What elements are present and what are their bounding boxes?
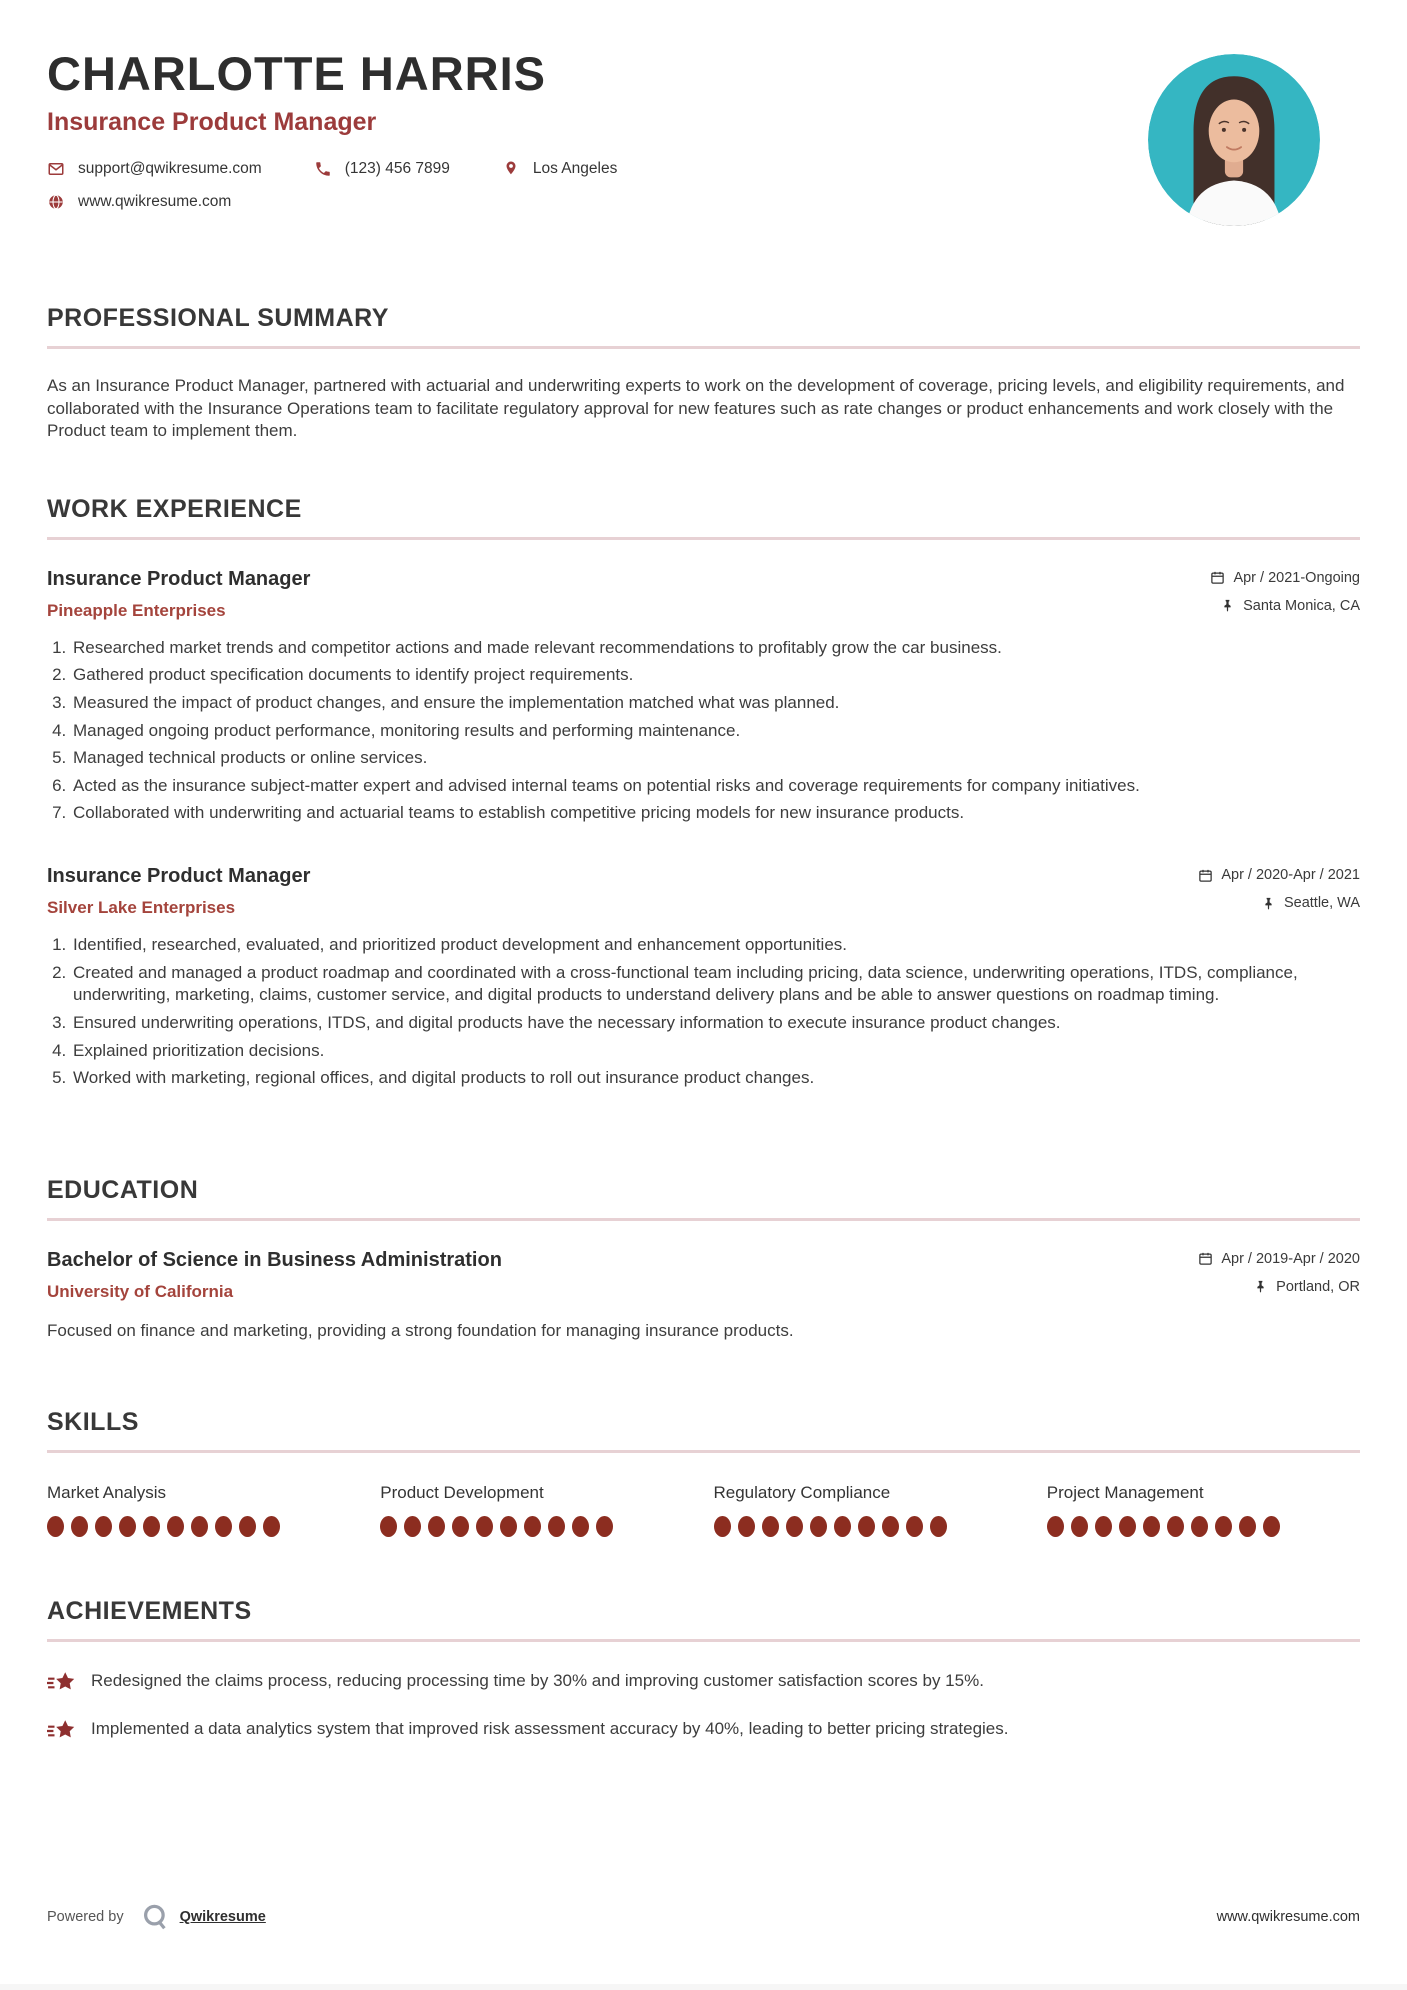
- contact-location-text: Los Angeles: [532, 160, 618, 177]
- calendar-icon: [1198, 1251, 1213, 1266]
- education-meta: [1198, 1249, 1360, 1295]
- calendar-icon: [1210, 570, 1225, 585]
- summary-heading: PROFESSIONAL SUMMARY: [47, 304, 389, 332]
- job-bullet: 3. Measured the impact of product changes, and ensure the implementation matched what was planned.: [71, 692, 1360, 715]
- achievements-list: [47, 1670, 1360, 1746]
- skills-grid: [47, 1483, 1360, 1537]
- rating-dot: [930, 1516, 947, 1537]
- job-date: Apr / 2020-Apr / 2021: [1221, 867, 1360, 884]
- rating-dot: [500, 1516, 517, 1537]
- achievements-heading: ACHIEVEMENTS: [47, 1597, 252, 1626]
- footer: [47, 1902, 1360, 1932]
- rating-dot: [95, 1516, 112, 1537]
- rating-dot: [1239, 1516, 1256, 1537]
- rating-dot: [476, 1516, 493, 1537]
- skill-rating-dots: [380, 1516, 693, 1537]
- rating-dot: [524, 1516, 541, 1537]
- footer-powered-by: [47, 1902, 266, 1932]
- skill-item: [714, 1483, 1027, 1537]
- section-divider: [47, 1639, 1360, 1642]
- rating-dot: [810, 1516, 827, 1537]
- skill-name: Project Management: [1046, 1483, 1204, 1503]
- contact-phone: [314, 160, 450, 178]
- location-pin-icon: [502, 160, 520, 178]
- section-achievements: [47, 1597, 1360, 1746]
- job-entry: [47, 865, 1360, 1090]
- rating-dot: [119, 1516, 136, 1537]
- section-divider: [47, 1218, 1360, 1221]
- candidate-name: CHARLOTTE HARRIS: [47, 47, 547, 100]
- rating-dot: [1167, 1516, 1184, 1537]
- rating-dot: [452, 1516, 469, 1537]
- shooting-star-icon: [47, 1668, 77, 1698]
- email-icon: [47, 160, 65, 178]
- section-divider: [47, 1450, 1360, 1453]
- rating-dot: [548, 1516, 565, 1537]
- globe-icon: [47, 193, 65, 211]
- avatar: [1148, 54, 1320, 226]
- powered-by-text: Powered by: [47, 1909, 124, 1925]
- achievement-item: [47, 1718, 1360, 1746]
- skill-rating-dots: [47, 1516, 360, 1537]
- job-bullet-list: [71, 637, 1360, 825]
- skill-name: Market Analysis: [47, 1483, 167, 1503]
- education-heading: EDUCATION: [47, 1175, 199, 1204]
- rating-dot: [1191, 1516, 1208, 1537]
- skill-item: [1047, 1483, 1360, 1537]
- education-school: University of California: [47, 1281, 234, 1301]
- section-professional-summary: [47, 304, 1360, 443]
- rating-dot: [428, 1516, 445, 1537]
- education-location: Portland, OR: [1276, 1278, 1360, 1295]
- phone-icon: [314, 160, 332, 178]
- rating-dot: [858, 1516, 875, 1537]
- skill-rating-dots: [1047, 1516, 1360, 1537]
- rating-dot: [1071, 1516, 1088, 1537]
- section-divider: [47, 537, 1360, 540]
- skill-name: Product Development: [380, 1483, 544, 1503]
- experience-heading: WORK EXPERIENCE: [47, 494, 302, 523]
- footer-site-url: www.qwikresume.com: [1216, 1909, 1360, 1925]
- rating-dot: [167, 1516, 184, 1537]
- rating-dot: [71, 1516, 88, 1537]
- achievement-item: [47, 1670, 1360, 1698]
- job-bullet: 6. Acted as the insurance subject-matter expert and advised internal teams on potential risks and coverage requirements for company initiatives.: [71, 775, 1360, 798]
- job-bullet: 5. Managed technical products or online services.: [71, 747, 1360, 770]
- qwikresume-q-logo-icon: [140, 1902, 170, 1932]
- rating-dot: [596, 1516, 613, 1537]
- section-work-experience: [47, 495, 1360, 1090]
- header: [47, 46, 1360, 246]
- skill-item: [380, 1483, 693, 1537]
- rating-dot: [1143, 1516, 1160, 1537]
- rating-dot: [191, 1516, 208, 1537]
- rating-dot: [1095, 1516, 1112, 1537]
- job-bullet: 4. Explained prioritization decisions.: [71, 1040, 1360, 1063]
- summary-text: As an Insurance Product Manager, partnered with actuarial and underwriting experts to work on the development of coverage, pricing levels, and eligibility requirements, and collaborated with the Insurance Operations team to facilitate regulatory approval for new features such as rate changes or product enhancements and work closely with the Product team to implement them.: [47, 376, 1345, 441]
- rating-dot: [1263, 1516, 1280, 1537]
- job-bullet: 1. Identified, researched, evaluated, and prioritized product development and enhancement opportunities.: [71, 934, 1360, 957]
- contact-row-secondary: [47, 193, 1360, 211]
- job-meta: [1210, 568, 1360, 614]
- achievement-text: Implemented a data analytics system that improved risk assessment accuracy by 40%, leading to better pricing strategies.: [91, 1719, 1009, 1739]
- job-bullet: 3. Ensured underwriting operations, ITDS, and digital products have the necessary information to execute insurance product changes.: [71, 1012, 1360, 1035]
- rating-dot: [404, 1516, 421, 1537]
- achievement-text: Redesigned the claims process, reducing processing time by 30% and improving customer satisfaction scores by 15%.: [91, 1671, 984, 1691]
- contact-location: [502, 160, 617, 178]
- job-company: Pineapple Enterprises: [47, 600, 226, 620]
- job-title: Insurance Product Manager: [47, 567, 311, 590]
- job-bullet: 1. Researched market trends and competitor actions and made relevant recommendations to profitably grow the car business.: [71, 637, 1360, 660]
- job-date: Apr / 2021-Ongoing: [1233, 569, 1360, 586]
- rating-dot: [738, 1516, 755, 1537]
- contact-website: [47, 193, 231, 211]
- job-bullet: 7. Collaborated with underwriting and actuarial teams to establish competitive pricing models for new insurance products.: [71, 802, 1360, 825]
- skill-rating-dots: [714, 1516, 1027, 1537]
- rating-dot: [1047, 1516, 1064, 1537]
- job-entry: [47, 568, 1360, 825]
- rating-dot: [143, 1516, 160, 1537]
- rating-dot: [906, 1516, 923, 1537]
- job-meta: [1198, 865, 1360, 911]
- education-date: Apr / 2019-Apr / 2020: [1221, 1250, 1360, 1267]
- section-education: [47, 1176, 1360, 1343]
- rating-dot: [786, 1516, 803, 1537]
- contact-email-text: support@qwikresume.com: [78, 160, 262, 177]
- education-entry: [47, 1249, 1360, 1343]
- job-location: Seattle, WA: [1283, 895, 1360, 912]
- contact-website-text: www.qwikresume.com: [78, 193, 232, 210]
- education-description: Focused on finance and marketing, providing a strong foundation for managing insurance products.: [47, 1320, 794, 1340]
- skill-name: Regulatory Compliance: [713, 1483, 891, 1503]
- rating-dot: [380, 1516, 397, 1537]
- candidate-title: Insurance Product Manager: [47, 108, 377, 136]
- contact-email: [47, 160, 262, 178]
- qwikresume-link[interactable]: Qwikresume: [179, 1909, 266, 1925]
- job-bullet-list: [71, 934, 1360, 1090]
- contact-phone-text: (123) 456 7899: [344, 160, 450, 177]
- skills-heading: SKILLS: [47, 1408, 139, 1437]
- job-bullet: 2. Created and managed a product roadmap and coordinated with a cross-functional team including pricing, data science, underwriting operations, ITDS, compliance, underwriting, marketing, claims, customer service, and digital products to understand delivery plans and be able to answer questions on roadmap timing.: [71, 962, 1360, 1007]
- skill-item: [47, 1483, 360, 1537]
- job-bullet: 5. Worked with marketing, regional offices, and digital products to roll out insurance product changes.: [71, 1067, 1360, 1090]
- job-title: Insurance Product Manager: [47, 865, 311, 888]
- job-bullet: 4. Managed ongoing product performance, monitoring results and performing maintenance.: [71, 720, 1360, 743]
- rating-dot: [572, 1516, 589, 1537]
- pushpin-icon: [1253, 1279, 1268, 1294]
- rating-dot: [762, 1516, 779, 1537]
- job-location: Santa Monica, CA: [1243, 597, 1360, 614]
- rating-dot: [239, 1516, 256, 1537]
- job-company: Silver Lake Enterprises: [47, 898, 236, 918]
- rating-dot: [47, 1516, 64, 1537]
- rating-dot: [834, 1516, 851, 1537]
- rating-dot: [263, 1516, 280, 1537]
- job-bullet: 2. Gathered product specification documents to identify project requirements.: [71, 664, 1360, 687]
- pushpin-icon: [1261, 896, 1276, 911]
- rating-dot: [714, 1516, 731, 1537]
- calendar-icon: [1198, 868, 1213, 883]
- rating-dot: [1119, 1516, 1136, 1537]
- page-bottom-strip: [0, 1984, 1407, 1990]
- pushpin-icon: [1220, 598, 1235, 613]
- education-degree: Bachelor of Science in Business Administration: [47, 1248, 502, 1271]
- section-skills: [47, 1408, 1360, 1537]
- section-divider: [47, 346, 1360, 349]
- shooting-star-icon: [47, 1716, 77, 1746]
- rating-dot: [882, 1516, 899, 1537]
- rating-dot: [215, 1516, 232, 1537]
- rating-dot: [1215, 1516, 1232, 1537]
